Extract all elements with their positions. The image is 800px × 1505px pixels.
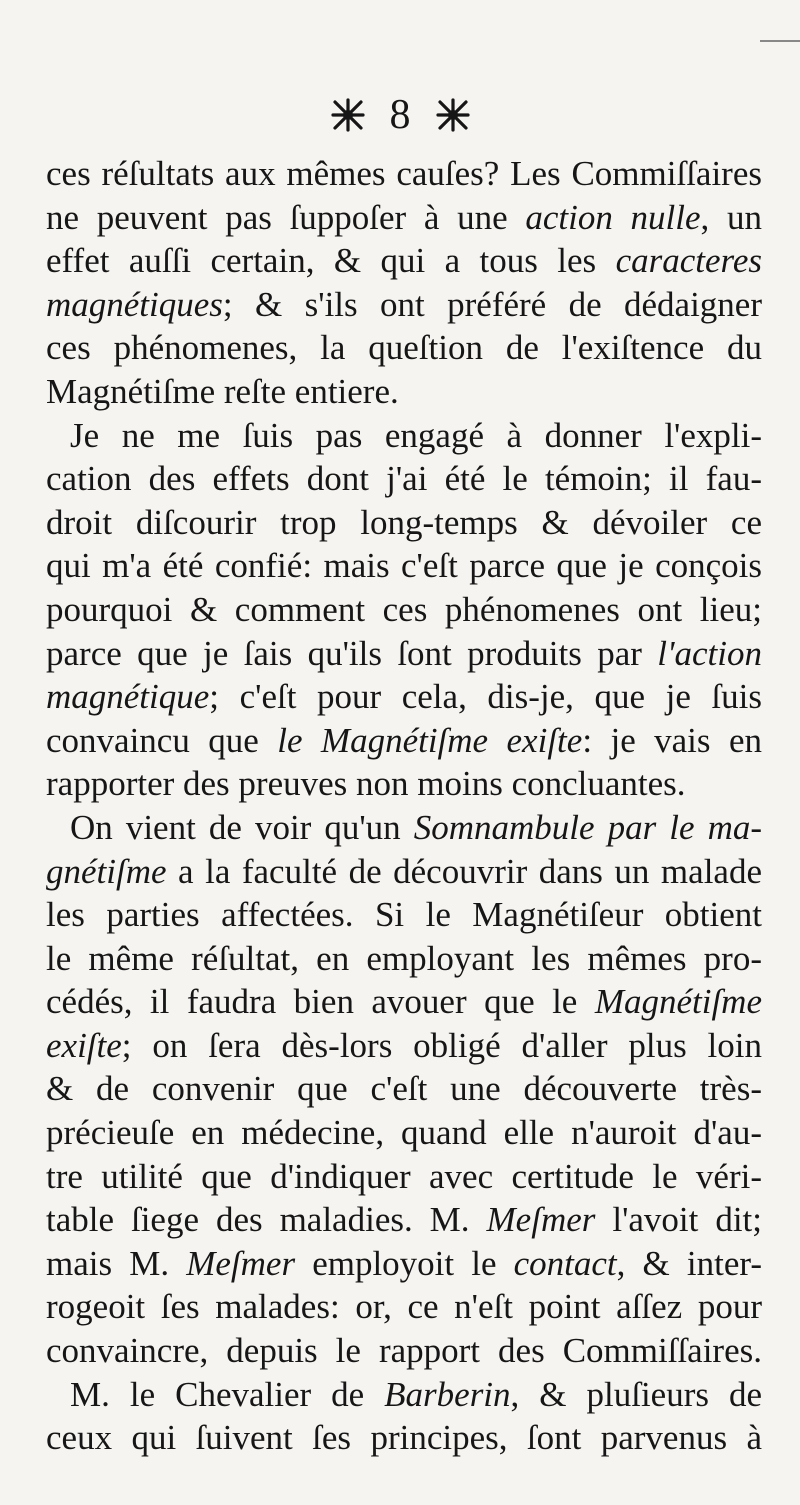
text-line: [46, 414, 762, 458]
text-run: a la faculté de découvrir dans un malade: [166, 851, 762, 891]
text-line: [46, 152, 762, 196]
text-run: ces phénomenes, la queſtion de l'exiſtence du: [46, 328, 762, 368]
italic-text: Somnambule par le ma-: [413, 807, 763, 847]
text-run: mais M.: [46, 1243, 187, 1283]
text-line: [46, 1329, 762, 1373]
text-line: [46, 806, 762, 850]
text-run: ; c'eſt pour cela, dis-je, que je ſuis: [209, 677, 762, 717]
text-run: ; & s'ils ont préféré de dédaigner: [222, 284, 762, 324]
page-body-text: [46, 152, 762, 1460]
text-line: [46, 457, 762, 501]
text-line: [46, 283, 762, 327]
text-line: [46, 1155, 762, 1199]
text-line: [46, 632, 762, 676]
text-run: M. le Chevalier de: [70, 1374, 385, 1414]
text-run: ; on ſera dès-lors obligé d'aller plus loin: [121, 1025, 762, 1065]
text-run: ne peuvent pas ſuppoſer à une: [46, 197, 526, 237]
italic-text: contact: [513, 1243, 617, 1283]
text-run: table ſiege des maladies. M.: [46, 1200, 487, 1240]
text-line: [46, 544, 762, 588]
italic-text: gnétiſme: [46, 851, 167, 891]
asterism-ornament-icon: [331, 98, 365, 132]
text-line: [46, 1285, 762, 1329]
italic-text: caracteres: [615, 241, 762, 281]
text-run: cédés, il faudra bien avouer que le: [46, 982, 595, 1022]
italic-text: Magnétiſme: [594, 982, 762, 1022]
italic-text: Meſmer: [486, 1200, 596, 1240]
text-run: les parties affectées. Si le Magnétiſeur obtient: [46, 895, 762, 935]
text-run: parce que je ſais qu'ils ſont produits par: [46, 633, 658, 673]
page-number: 8: [389, 92, 411, 138]
text-line: [46, 1416, 762, 1460]
text-run: précieuſe en médecine, quand elle n'auroit d'au-: [46, 1113, 762, 1153]
text-line: [46, 1111, 762, 1155]
italic-text: l'action: [657, 633, 762, 673]
text-run: ces réſultats aux mêmes cauſes? Les Commiſſaires: [46, 154, 762, 193]
text-line: [46, 980, 762, 1024]
text-run: ceux qui ſuivent ſes principes, ſont parvenus à: [46, 1418, 762, 1458]
italic-text: Barberin: [384, 1374, 511, 1414]
text-run: le même réſultat, en employant les mêmes pro-: [46, 938, 762, 978]
italic-text: exiſte: [46, 1025, 122, 1065]
text-line: [46, 501, 762, 545]
text-line: [46, 719, 762, 763]
text-run: convaincu que: [46, 720, 278, 760]
text-run: On vient de voir qu'un: [70, 807, 414, 847]
text-line: [46, 937, 762, 981]
text-run: Magnétiſme reſte entiere.: [46, 371, 399, 411]
text-run: : je vais en: [582, 720, 762, 760]
text-run: Je ne me ſuis pas engagé à donner l'expli-: [70, 415, 762, 455]
text-line: [46, 1198, 762, 1242]
text-line: [46, 893, 762, 937]
text-run: , & pluſieurs de: [510, 1374, 762, 1414]
text-run: droit diſcourir trop long-temps & dévoiler ce: [46, 502, 762, 542]
text-run: qui m'a été confié: mais c'eſt parce que je conçois: [46, 546, 762, 586]
text-run: convaincre, depuis le rapport des Commiſſaires.: [46, 1331, 762, 1371]
italic-text: action nulle: [525, 197, 701, 237]
page-edge-mark: [760, 40, 800, 42]
italic-text: magnétique: [46, 677, 210, 717]
page-header: [0, 88, 800, 141]
text-run: tre utilité que d'indiquer avec certitude le véri-: [46, 1156, 762, 1196]
text-run: cation des effets dont j'ai été le témoin; il fau-: [46, 459, 762, 499]
text-run: employoit le: [295, 1243, 514, 1283]
text-line: [46, 675, 762, 719]
text-line: [46, 762, 762, 806]
text-run: , & inter-: [616, 1243, 762, 1283]
text-line: [46, 196, 762, 240]
text-run: rapporter des preuves non moins concluantes.: [46, 764, 686, 804]
italic-text: magnétiques: [46, 284, 223, 324]
text-line: [46, 1373, 762, 1417]
text-run: l'avoit dit;: [595, 1200, 763, 1240]
text-run: rogeoit ſes malades: or, ce n'eſt point aſſez pour: [46, 1287, 762, 1327]
text-run: , un: [700, 197, 762, 237]
text-run: effet auſſi certain, & qui a tous les: [46, 241, 616, 281]
text-line: [46, 850, 762, 894]
text-line: [46, 1067, 762, 1111]
text-line: [46, 370, 762, 414]
text-run: pourquoi & comment ces phénomenes ont lieu;: [46, 589, 762, 629]
text-line: [46, 1242, 762, 1286]
italic-text: Meſmer: [186, 1243, 296, 1283]
text-line: [46, 326, 762, 370]
text-line: [46, 1024, 762, 1068]
italic-text: le Magnétiſme exiſte: [277, 720, 583, 760]
text-run: & de convenir que c'eſt une découverte très-: [46, 1069, 762, 1109]
text-line: [46, 588, 762, 632]
asterism-ornament-icon: [436, 98, 470, 132]
text-line: [46, 239, 762, 283]
